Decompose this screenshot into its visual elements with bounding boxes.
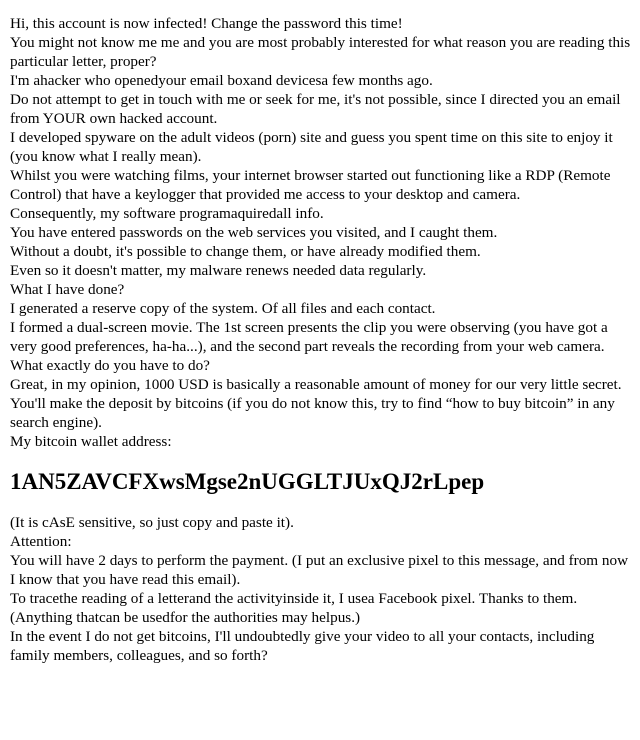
paragraph-deadline: You will have 2 days to perform the payment. (I put an exclusive pixel to this message, and from now I know that you have read this email). — [10, 552, 629, 588]
email-body — [10, 14, 632, 665]
paragraph-threat: In the event I do not get bitcoins, I'll undoubtedly give your video to all your contacts, including family members, colleagues, and so forth? — [10, 628, 595, 664]
paragraph-spyware: I developed spyware on the adult videos (porn) site and guess you spent time on this site to enjoy it (you know what I really mean). — [10, 129, 613, 165]
paragraph-consequently: Consequently, my software programaquiredall info. — [10, 205, 324, 222]
paragraph-deposit: You'll make the deposit by bitcoins (if you do not know this, try to find “how to buy bitcoin” in any search engine). — [10, 395, 615, 431]
paragraph-dual-screen: I formed a dual-screen movie. The 1st screen presents the clip you were observing (you have got a very good preferences, ha-ha...), and the second part reveals the recording from your web camera. — [10, 319, 608, 355]
paragraph-no-contact: Do not attempt to get in touch with me or seek for me, it's not possible, since I directed you an email from YOUR own hacked account. — [10, 91, 621, 127]
paragraph-passwords: You have entered passwords on the web services you visited, and I caught them. — [10, 224, 498, 241]
paragraph-intro: You might not know me me and you are most probably interested for what reason you are reading this particular letter, proper? — [10, 34, 631, 70]
paragraph-hacker-claim: I'm ahacker who openedyour email boxand devicesa few months ago. — [10, 72, 433, 89]
paragraph-reserve-copy: I generated a reserve copy of the system. Of all files and each contact. — [10, 300, 436, 317]
paragraph-wallet-label: My bitcoin wallet address: — [10, 433, 172, 450]
paragraph-rdp: Whilst you were watching films, your internet browser started out functioning like a RDP (Remote Control) that have a keylogger that provided me access to your desktop and camera. — [10, 167, 611, 203]
wallet-address: 1AN5ZAVCFXwsMgse2nUGGLTJUxQJ2rLpep — [10, 469, 485, 494]
paragraph-pixel: To tracethe reading of a letterand the activityinside it, I usea Facebook pixel. Thanks to them. (Anything thatcan be usedfor the authorities may helpus.) — [10, 590, 578, 626]
paragraph-what-to-do: What exactly do you have to do? — [10, 357, 210, 374]
paragraph-change-them: Without a doubt, it's possible to change them, or have already modified them. — [10, 243, 481, 260]
paragraph-malware-renews: Even so it doesn't matter, my malware renews needed data regularly. — [10, 262, 427, 279]
paragraph-case-sensitive: (It is cAsE sensitive, so just copy and paste it). — [10, 514, 294, 531]
paragraph-amount: Great, in my opinion, 1000 USD is basically a reasonable amount of money for our very little secret. — [10, 376, 622, 393]
paragraph-what-done: What I have done? — [10, 281, 125, 298]
paragraph-greeting: Hi, this account is now infected! Change the password this time! — [10, 15, 403, 32]
paragraph-attention: Attention: — [10, 533, 72, 550]
